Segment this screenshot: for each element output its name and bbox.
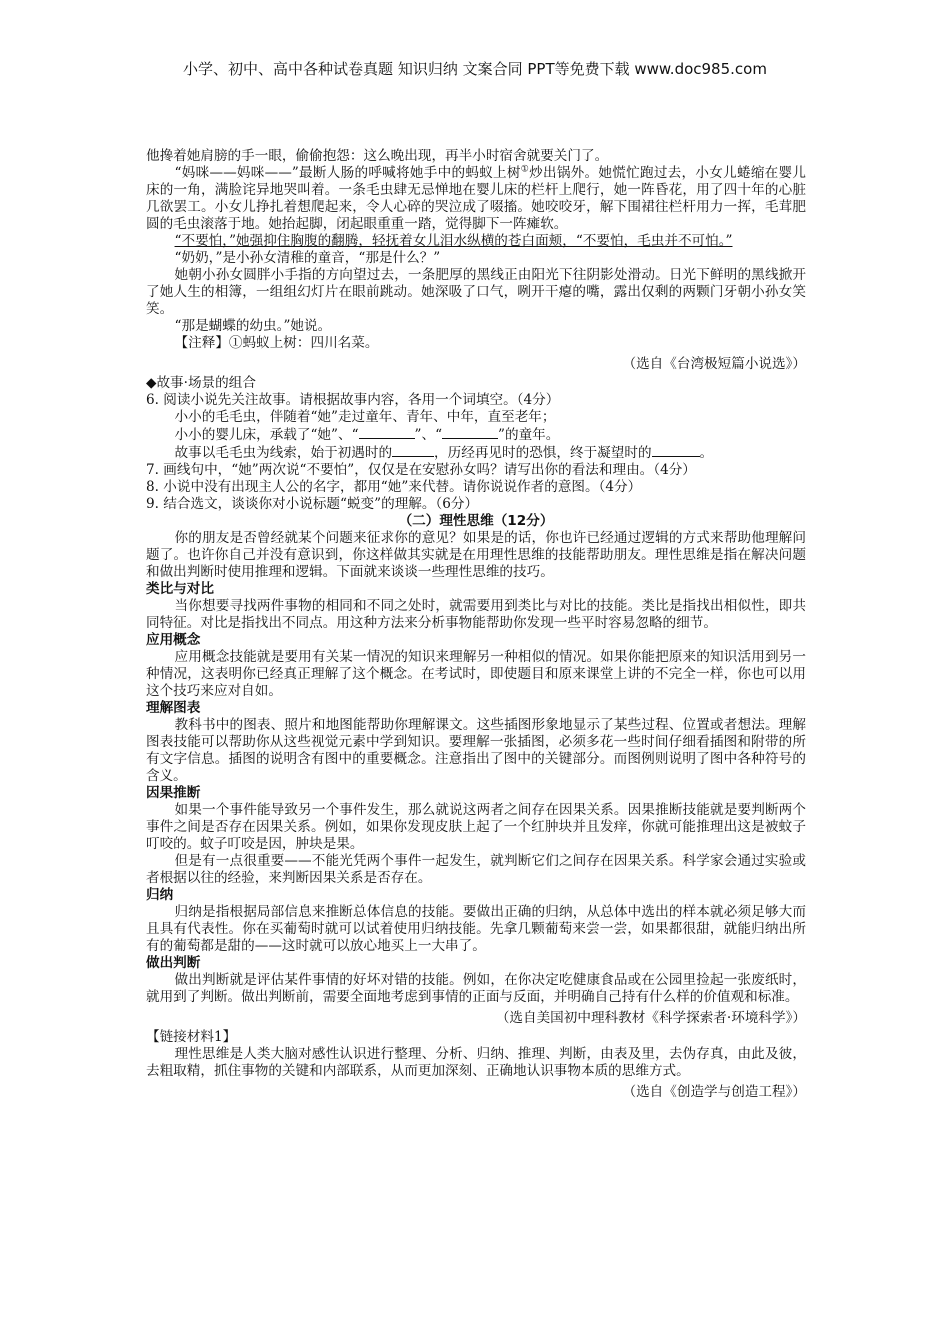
subheading: 应用概念 bbox=[146, 632, 201, 648]
page-header: 小学、初中、高中各种试卷真题 知识归纳 文案合同 PPT等免费下载 www.doc985.com bbox=[183, 60, 767, 78]
source-citation: （选自美国初中理科教材《科学探索者·环境科学》） bbox=[495, 1010, 806, 1026]
question-8: 8. 小说中没有出现主人公的名字，都用“她”来代替。请你说说作者的意图。（4分） bbox=[146, 479, 642, 495]
answer-blank[interactable] bbox=[652, 444, 700, 457]
story-paragraph: “奶奶，”是小孙女清稚的童音，“那是什么？” bbox=[174, 250, 441, 266]
story-paragraph: 她朝小孙女圆胖小手指的方向望过去，一条肥厚的黑线正由阳光下往阴影处滑动。日光下鲜明的黑线掀开了她人生的相簿，一组组幻灯片在眼前跳动。她深吸了口气，咧开干瘪的嘴，露出仅剩的两颗门牙朝小孙女笑笑。 bbox=[146, 267, 806, 317]
question-6-line: 小小的毛毛虫，伴随着“她”走过童年、青年、中年，直至老年； bbox=[174, 409, 556, 425]
story-paragraph: “那是蝴蝶的幼虫。”她说。 bbox=[174, 318, 332, 334]
footnote: 【注释】①蚂蚁上树：四川名菜。 bbox=[174, 335, 379, 351]
body-paragraph: 归纳是指根据局部信息来推断总体信息的技能。要做出正确的归纳，从总体中选出的样本就必须足够大而且具有代表性。你在买葡萄时就可以试着使用归纳技能。先拿几颗葡萄来尝一尝，如果都很甜，就能归纳出所有的葡萄都是甜的——这时就可以放心地买上一大串了。 bbox=[146, 904, 806, 954]
link-material-text: 理性思维是人类大脑对感性认识进行整理、分析、归纳、推理、判断，由表及里，去伪存真，由此及彼，去粗取精，抓住事物的关键和内部联系，从而更加深刻、正确地认识事物本质的思维方式。 bbox=[146, 1046, 806, 1079]
part-title: （二）理性思维（12分） bbox=[398, 513, 554, 529]
link-material-label: 【链接材料1】 bbox=[146, 1029, 237, 1045]
answer-blank[interactable] bbox=[442, 426, 498, 439]
subheading: 因果推断 bbox=[146, 785, 201, 801]
question-6: 6. 阅读小说先关注故事。请根据故事内容，各用一个词填空。（4分） bbox=[146, 392, 560, 408]
source-citation: （选自《台湾极短篇小说选》） bbox=[622, 356, 806, 372]
answer-blank[interactable] bbox=[359, 426, 415, 439]
story-paragraph: “妈咪——妈咪——”最断人肠的呼喊将她手中的蚂蚁上树①炒出锅外。她慌忙跑过去，小女儿蜷缩在婴儿床的一角，满脸诧异地哭叫着。一条毛虫肆无忌惮地在婴儿床的栏杆上爬行，她一阵昏花，用了四十年的心脏几欲罢工。小女儿挣扎着想爬起来，令人心碎的哭泣成了啜搐。她咬咬牙，解下围裙往栏杆用力一挥，毛茸肥圆的毛虫滚落于地。她抬起脚，闭起眼重重一踏，觉得脚下一阵瘫软。 bbox=[146, 164, 806, 232]
answer-blank[interactable] bbox=[392, 444, 434, 457]
question-9: 9. 结合选文，谈谈你对小说标题“蜕变”的理解。（6分） bbox=[146, 496, 479, 512]
question-6-line: 小小的婴儿床，承载了“她”、“ ”、“ ”的童年。 bbox=[174, 427, 560, 443]
subheading: 类比与对比 bbox=[146, 581, 214, 597]
question-7: 7. 画线句中，“她”两次说“不要怕”，仅仅是在安慰孙女吗？请写出你的看法和理由。（4分） bbox=[146, 462, 696, 478]
body-paragraph: 当你想要寻找两件事物的相同和不同之处时，就需要用到类比与对比的技能。类比是指找出相似性，即共同特征。对比是指找出不同点。用这种方法来分析事物能帮助你发现一些平时容易忽略的细节。 bbox=[146, 598, 806, 631]
body-paragraph: 做出判断就是评估某件事情的好坏对错的技能。例如，在你决定吃健康食品或在公园里捡起一张废纸时，就用到了判断。做出判断前，需要全面地考虑到事情的正面与反面，并明确自己持有什么样的价值观和标准。 bbox=[146, 972, 806, 1005]
body-paragraph: 如果一个事件能导致另一个事件发生，那么就说这两者之间存在因果关系。因果推断技能就是要判断两个事件之间是否存在因果关系。例如，如果你发现皮肤上起了一个红肿块并且发痒，你就可能推理出这是被蚊子叮咬的。蚊子叮咬是因，肿块是果。 bbox=[146, 802, 806, 852]
subheading: 理解图表 bbox=[146, 700, 201, 716]
source-citation: （选自《创造学与创造工程》） bbox=[622, 1084, 806, 1100]
body-paragraph: 应用概念技能就是要用有关某一情况的知识来理解另一种相似的情况。如果你能把原来的知识活用到另一种情况，这表明你已经真正理解了这个概念。在考试时，即使题目和原来课堂上讲的不完全一样，你也可以用这个技巧来应对自如。 bbox=[146, 649, 806, 699]
subheading: 做出判断 bbox=[146, 955, 201, 971]
subheading: 归纳 bbox=[146, 887, 174, 903]
intro-paragraph: 你的朋友是否曾经就某个问题来征求你的意见？如果是的话，你也许已经通过逻辑的方式来帮助他理解问题了。也许你自己并没有意识到，你这样做其实就是在用理性思维的技能帮助朋友。理性思维是指在解决问题和做出判断时使用推理和逻辑。下面就来谈谈一些理性思维的技巧。 bbox=[146, 530, 806, 580]
story-paragraph: 他搀着她肩膀的手一眼，偷偷抱怨：这么晚出现，再半小时宿舍就要关门了。 bbox=[146, 148, 609, 164]
question-6-line: 故事以毛毛虫为线索，始于初遇时的 ，历经再见时的恐惧，终于凝望时的 。 bbox=[174, 445, 714, 461]
body-paragraph: 但是有一点很重要——不能光凭两个事件一起发生，就判断它们之间存在因果关系。科学家会通过实验或者根据以往的经验，来判断因果关系是否存在。 bbox=[146, 853, 806, 886]
footnote-mark: ① bbox=[520, 164, 530, 175]
body-paragraph: 教科书中的图表、照片和地图能帮助你理解课文。这些插图形象地显示了某些过程、位置或者想法。理解图表技能可以帮助你从这些视觉元素中学到知识。要理解一张插图，必须多花一些时间仔细看插图和附带的所有文字信息。插图的说明含有图中的重要概念。注意指出了图中的关键部分。而图例则说明了图中各种符号的含义。 bbox=[146, 717, 806, 784]
underlined-sentence: “不要怕，”她强抑住胸腹的翻腾，轻抚着女儿泪水纵横的苍白面颊，“不要怕，毛虫并不可怕。” bbox=[174, 233, 733, 249]
section-label: ◆故事·场景的组合 bbox=[146, 375, 256, 391]
document-body bbox=[146, 148, 806, 1103]
